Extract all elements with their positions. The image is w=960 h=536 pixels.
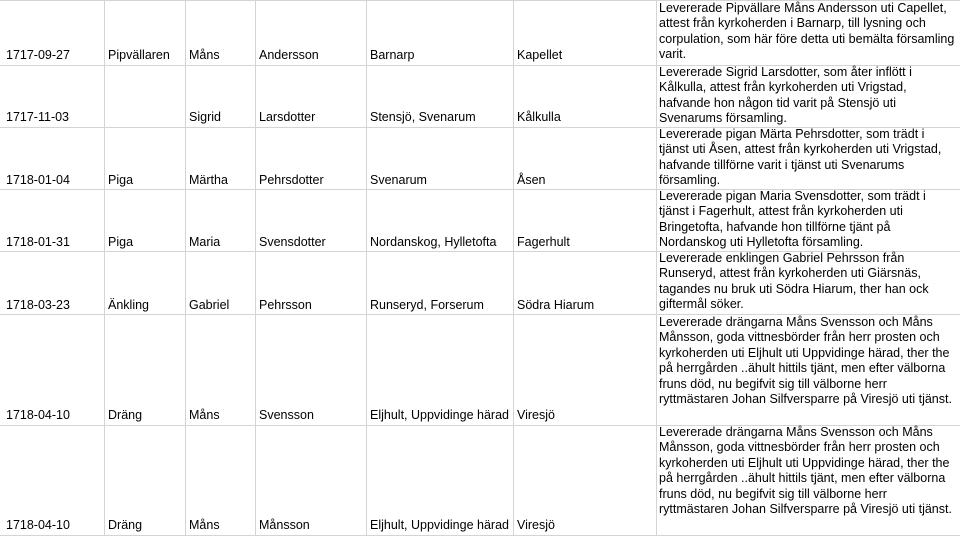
- origin-cell[interactable]: Barnarp: [370, 48, 415, 62]
- note-cell[interactable]: Levererade Sigrid Larsdotter, som åter inflött i Kålkulla, attest från kyrkoherden uti Vrigstad, hafvande hon någon tid varit på Stensjö uti Svenarums församling.: [659, 65, 912, 126]
- column-divider: [255, 0, 256, 536]
- title-cell[interactable]: Dräng: [108, 518, 143, 532]
- origin-cell[interactable]: Stensjö, Svenarum: [370, 110, 476, 124]
- first-name-cell[interactable]: Märtha: [189, 173, 228, 187]
- destination-cell[interactable]: Kapellet: [517, 48, 563, 62]
- date-cell[interactable]: 1717-11-03: [6, 110, 70, 124]
- column-divider: [366, 0, 367, 536]
- note-cell[interactable]: Levererade Pipvällare Måns Andersson uti Capellet, attest från kyrkoherden i Barnarp, till lysning och corpulation, som här före detta uti bemälta församling varit.: [659, 1, 955, 62]
- date-cell[interactable]: 1717-09-27: [6, 48, 70, 62]
- date-cell[interactable]: 1718-01-31: [6, 235, 70, 249]
- last-name-cell[interactable]: Svensdotter: [259, 235, 326, 249]
- column-divider: [104, 0, 105, 536]
- title-cell[interactable]: Änkling: [108, 298, 149, 312]
- title-cell[interactable]: Piga: [108, 173, 134, 187]
- destination-cell[interactable]: Viresjö: [517, 408, 555, 422]
- last-name-cell[interactable]: Månsson: [259, 518, 310, 532]
- last-name-cell[interactable]: Pehrsdotter: [259, 173, 324, 187]
- first-name-cell[interactable]: Sigrid: [189, 110, 221, 124]
- note-cell[interactable]: Levererade drängarna Måns Svensson och Måns Månsson, goda vittnesbörder från herr prosten och kyrkoherden uti Eljhult uti Uppvidinge härad, ther the på herrgården ..ähult hittils tjänt, men efter välborna fruns död, nu begifvit sig till välborne herr ryttmästaren Johan Silfversparre på Viresjö uti tjänst.: [659, 315, 952, 407]
- first-name-cell[interactable]: Gabriel: [189, 298, 230, 312]
- note-cell[interactable]: Levererade drängarna Måns Svensson och Måns Månsson, goda vittnesbörder från herr prosten och kyrkoherden uti Eljhult uti Uppvidinge härad, ther the på herrgården ..ähult hittils tjänt, men efter välborna fruns död, nu begifvit sig till välborne herr ryttmästaren Johan Silfversparre på Viresjö uti tjänst.: [659, 425, 952, 517]
- last-name-cell[interactable]: Pehrsson: [259, 298, 312, 312]
- destination-cell[interactable]: Åsen: [517, 173, 546, 187]
- origin-cell[interactable]: Eljhult, Uppvidinge härad: [370, 408, 509, 422]
- first-name-cell[interactable]: Måns: [189, 48, 220, 62]
- last-name-cell[interactable]: Andersson: [259, 48, 319, 62]
- destination-cell[interactable]: Södra Hiarum: [517, 298, 595, 312]
- note-cell[interactable]: Levererade enklingen Gabriel Pehrsson från Runseryd, attest från kyrkoherden uti Giärsnäs, tagandes nu bruk uti Södra Hiarum, ther han ock giftermål söker.: [659, 251, 929, 312]
- first-name-cell[interactable]: Måns: [189, 518, 220, 532]
- origin-cell[interactable]: Svenarum: [370, 173, 427, 187]
- title-cell[interactable]: Pipvällaren: [108, 48, 170, 62]
- destination-cell[interactable]: Kålkulla: [517, 110, 561, 124]
- column-divider: [513, 0, 514, 536]
- date-cell[interactable]: 1718-01-04: [6, 173, 70, 187]
- date-cell[interactable]: 1718-03-23: [6, 298, 70, 312]
- date-cell[interactable]: 1718-04-10: [6, 518, 70, 532]
- title-cell[interactable]: Dräng: [108, 408, 143, 422]
- origin-cell[interactable]: Eljhult, Uppvidinge härad: [370, 518, 509, 532]
- note-cell[interactable]: Levererade pigan Maria Svensdotter, som trädt i tjänst i Fagerhult, attest från kyrkoherden uti Bringetofta, hafvande hon tillförne tjänt på Nordanskog uti Hylletofta församling.: [659, 189, 926, 250]
- destination-cell[interactable]: Fagerhult: [517, 235, 570, 249]
- first-name-cell[interactable]: Måns: [189, 408, 220, 422]
- last-name-cell[interactable]: Larsdotter: [259, 110, 316, 124]
- column-divider: [185, 0, 186, 536]
- origin-cell[interactable]: Runseryd, Forserum: [370, 298, 484, 312]
- date-cell[interactable]: 1718-04-10: [6, 408, 70, 422]
- last-name-cell[interactable]: Svensson: [259, 408, 314, 422]
- column-divider: [656, 0, 657, 536]
- title-cell[interactable]: Piga: [108, 235, 134, 249]
- first-name-cell[interactable]: Maria: [189, 235, 221, 249]
- destination-cell[interactable]: Viresjö: [517, 518, 555, 532]
- origin-cell[interactable]: Nordanskog, Hylletofta: [370, 235, 497, 249]
- note-cell[interactable]: Levererade pigan Märta Pehrsdotter, som trädt i tjänst uti Åsen, attest från kyrkoherden uti Vrigstad, hafvande tillförne varit i tjänst uti Svenarums församling.: [659, 127, 942, 188]
